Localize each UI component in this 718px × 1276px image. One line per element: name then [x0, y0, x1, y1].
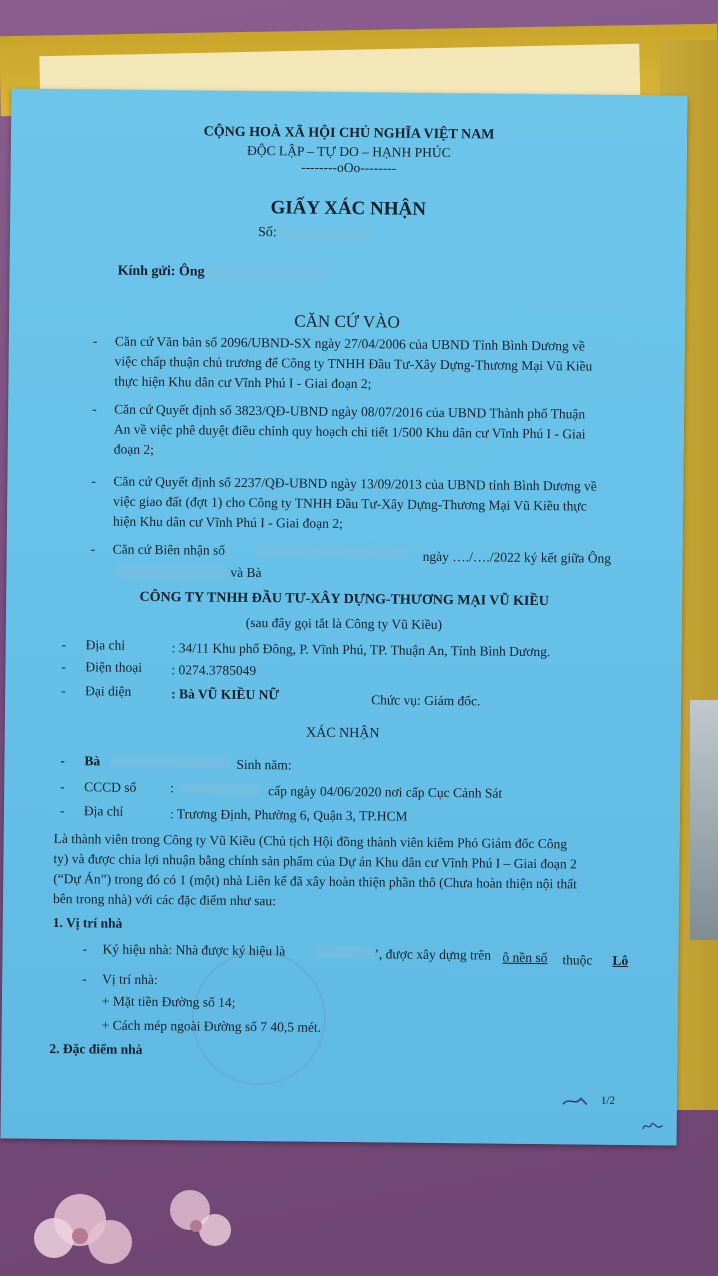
position-label: Vị trí nhà: [102, 971, 158, 988]
bullet-dash: - [92, 401, 97, 417]
person-address-label: Địa chỉ [83, 803, 124, 819]
number-label: Số: [258, 225, 370, 242]
bullet-dash: - [82, 941, 88, 957]
bullet-dash: - [90, 541, 96, 557]
document-title: GIẤY XÁC NHẬN [270, 197, 427, 220]
redacted-name [208, 265, 328, 280]
member-line4: bên trong nhà) với các đặc điểm như sau: [52, 890, 276, 909]
member-line3: (“Dự Án”) trong đó có 1 (một) nhà Liên kế đã xây hoàn thiện phần thô (Chưa hoàn thiện nội thất [53, 870, 578, 892]
redacted-house-code [314, 946, 374, 959]
greeting: Kính gửi: Ông [118, 264, 329, 282]
basis-2-line2: An về việc phê duyệt điều chỉnh quy hoạch chi tiết 1/500 Khu dân cư Vĩnh Phú I - Giai [113, 421, 586, 442]
redacted-person-name [110, 756, 230, 769]
basis-2-line3: đoạn 2; [113, 441, 154, 457]
company-name: CÔNG TY TNHH ĐẦU TƯ-XÂY DỰNG-THƯƠNG MẠI VŨ KIỀU [139, 589, 549, 610]
document-page [1, 88, 688, 1145]
bullet-dash: - [61, 683, 66, 699]
country-header: CỘNG HOÀ XÃ HỘI CHỦ NGHĨA VIỆT NAM [203, 124, 495, 143]
redacted-receipt-number [257, 545, 407, 559]
redacted-id-number [180, 782, 260, 795]
bullet-dash: - [91, 473, 96, 489]
representative-label: Đại diện [85, 683, 132, 699]
basis-3-line1: Căn cứ Quyết định số 2237/QĐ-UBND ngày 13/09/2013 của UBND tỉnh Bình Dương về [113, 473, 597, 494]
distance-street: + Cách mép ngoài Đường số 7 40,5 mét. [101, 1017, 322, 1035]
bullet-dash: - [92, 333, 98, 349]
bullet-dash: - [60, 753, 66, 769]
bullet-dash: - [82, 971, 87, 987]
id-label: CCCD số [84, 779, 137, 795]
bullet-dash: - [61, 659, 67, 675]
built-on-text: ’, được xây dựng trên [374, 946, 492, 963]
receipt-and: và Bà [230, 564, 262, 581]
background-building [690, 700, 718, 940]
id-colon: : [170, 780, 175, 796]
header-divider: --------oOo-------- [301, 159, 397, 176]
basis-1-line2: việc chấp thuận chủ trương để Công ty TNHH Đầu Tư-Xây Dựng-Thương Mại Vũ Kiều [114, 353, 593, 374]
address-value: : 34/11 Khu phố Đông, P. Vĩnh Phú, TP. Thuận An, Tỉnh Bình Dương. [171, 640, 551, 660]
receipt-label: Căn cứ Biên nhận số [112, 541, 226, 558]
receipt-date: ngày …./…./2022 ký kết giữa Ông [422, 548, 612, 566]
basis-2-line1: Căn cứ Quyết định số 3823/QĐ-UBND ngày 08/07/2016 của UBND Thành phố Thuận [114, 401, 586, 422]
section1-title: 1. Vị trí nhà [52, 914, 123, 931]
id-issue: cấp ngày 04/06/2020 nơi cấp Cục Cảnh Sát [268, 783, 503, 801]
birth-label: Sinh năm: [236, 756, 292, 773]
initials-mark [561, 1094, 591, 1108]
basis-3-line3: hiện Khu dân cư Vĩnh Phú I - Giai đoạn 2; [112, 513, 343, 531]
signature-mark [641, 1119, 665, 1133]
basis-1-line3: thực hiện Khu dân cư Vĩnh Phú I - Giai đoạn 2; [114, 373, 372, 392]
symbol-label: Ký hiệu nhà: Nhà được ký hiệu là [102, 941, 286, 959]
block-label: Lô [612, 952, 629, 968]
page-number: 1/2 [600, 1094, 616, 1107]
front-street: + Mặt tiền Đường số 14; [101, 993, 236, 1010]
phone-value: : 0274.3785049 [171, 662, 257, 679]
lot-label: ô nền số [502, 949, 548, 966]
redacted-owner [116, 566, 226, 579]
basis-1-line1: Căn cứ Văn bản số 2096/UBND-SX ngày 27/04/2006 của UBND Tỉnh Bình Dương về [114, 333, 586, 354]
bullet-dash: - [61, 637, 67, 653]
phone-label: Điện thoại [85, 659, 143, 675]
member-line2: ty) và được chia lợi nhuận bằng chính sản phẩm của Dự án Khu dân cư Vĩnh Phú I – Giai đoạn 2 [53, 850, 577, 872]
redacted-number [280, 227, 370, 240]
section2-title: 2. Đặc điểm nhà [49, 1040, 143, 1057]
motto: ĐỘC LẬP – TỰ DO – HẠNH PHÚC [246, 142, 451, 161]
person-address-value: : Trương Định, Phường 6, Quận 3, TP.HCM [169, 806, 408, 824]
belongs-text: thuộc [562, 952, 593, 968]
basis-heading: CĂN CỨ VÀO [294, 311, 400, 332]
representative-position: Chức vụ: Giám đốc. [371, 692, 481, 709]
basis-3-line2: việc giao đất (đợt 1) cho Công ty TNHH Đầu Tư-Xây Dựng-Thương Mại Vũ Kiều thực [113, 493, 587, 514]
address-label: Địa chỉ [85, 637, 126, 653]
bullet-dash: - [59, 803, 65, 819]
person-ba-label: Bà [84, 753, 101, 769]
confirm-heading: XÁC NHẬN [305, 725, 380, 742]
bullet-dash: - [60, 779, 65, 795]
floral-pattern [20, 1180, 260, 1276]
representative-value: : Bà VŨ KIỀU NỮ [171, 686, 280, 703]
member-line1: Là thành viên trong Công ty Vũ Kiều (Chủ tịch Hội đồng thành viên kiêm Phó Giám đốc Công [53, 830, 568, 852]
company-alias: (sau đây gọi tắt là Công ty Vũ Kiều) [245, 614, 443, 633]
